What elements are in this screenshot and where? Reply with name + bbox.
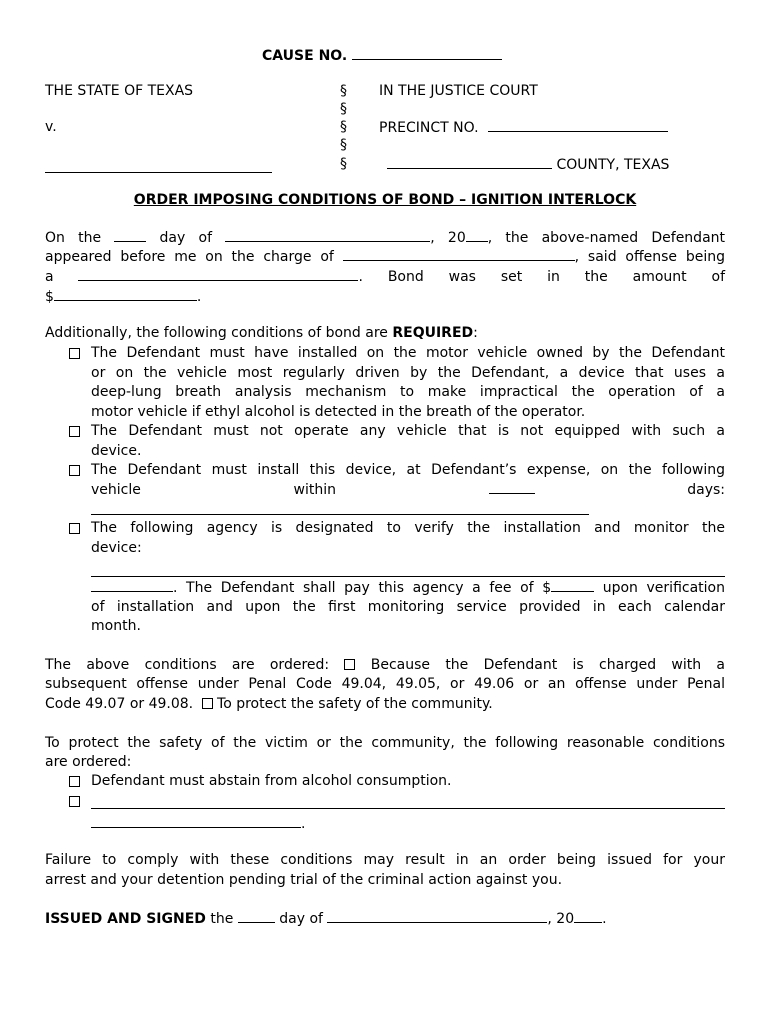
section-mark: §: [340, 137, 347, 153]
signed-month-blank[interactable]: [327, 909, 547, 923]
issued-signed-line: [45, 909, 607, 929]
checkbox-install-vehicle[interactable]: [69, 465, 80, 476]
intro-line-3: [45, 267, 725, 286]
checkbox-installed-device[interactable]: [69, 348, 80, 359]
offense-group: [78, 269, 362, 285]
item4-line-2: device:: [91, 540, 142, 556]
intro-text: the: [78, 230, 102, 246]
failure-line-1: Failure to comply with these conditions may result in an order being issued for your: [45, 852, 725, 868]
ordered-line-3: [45, 695, 493, 714]
reasonable-line-2: are ordered:: [45, 754, 132, 770]
item4-line-5: of installation and upon the first monitoring service provided in each calendar: [91, 599, 725, 615]
intro-text: $: [45, 289, 54, 305]
checkbox-no-other-vehicle[interactable]: [69, 426, 80, 437]
ordered-text: Code 49.07 or 49.08.: [45, 696, 194, 712]
precinct-blank[interactable]: [488, 118, 668, 132]
item4-line-6: month.: [91, 618, 141, 634]
day-blank[interactable]: [114, 228, 146, 242]
intro-line-2: [45, 247, 725, 266]
intro-line-1: [45, 228, 725, 247]
section-mark: §: [340, 83, 347, 99]
issued-text: day of: [274, 911, 328, 927]
order-title: ORDER IMPOSING CONDITIONS OF BOND – IGNITION INTERLOCK: [133, 192, 637, 208]
bond-amount-blank[interactable]: [54, 287, 197, 301]
ordered-line-1: [45, 656, 725, 675]
failure-line-2: arrest and your detention pending trial of the criminal action against you.: [45, 872, 563, 888]
item4-text: . The Defendant shall pay this agency a fee of $: [173, 580, 552, 596]
county-label: COUNTY, TEXAS: [556, 157, 670, 173]
signed-year-blank[interactable]: [574, 909, 602, 923]
item3-text: within: [293, 482, 336, 498]
item3-text: vehicle: [91, 482, 141, 498]
precinct-label: PRECINCT NO.: [379, 120, 479, 136]
month-blank[interactable]: [225, 228, 430, 242]
intro-text: a: [45, 269, 54, 285]
checkbox-monitoring-agency[interactable]: [69, 523, 80, 534]
item3-text: days:: [687, 482, 726, 498]
section-mark: §: [340, 119, 347, 135]
state-party: THE STATE OF TEXAS: [45, 83, 194, 99]
agency-name-blank[interactable]: [91, 576, 725, 577]
issued-text: , 20: [547, 911, 575, 927]
section-mark: §: [340, 156, 347, 172]
vehicle-description-blank[interactable]: [91, 514, 589, 515]
court-name: IN THE JUSTICE COURT: [379, 83, 538, 99]
item1-line: deep-lung breath analysis mechanism to make impractical the operation of a: [91, 384, 725, 400]
abstain-alcohol-text: Defendant must abstain from alcohol consumption.: [91, 773, 452, 789]
ordered-line-2: subsequent offense under Penal Code 49.04, 49.05, or 49.06 or an offense under Penal: [45, 676, 725, 692]
required-text: Additionally, the following conditions of bond are: [45, 325, 393, 341]
item4-line-1: The following agency is designated to verify the installation and monitor the: [91, 520, 725, 536]
checkbox-community-safety[interactable]: [202, 698, 213, 709]
year-blank[interactable]: [466, 228, 488, 242]
required-text: :: [473, 325, 478, 341]
charge-group: [343, 249, 725, 265]
intro-line-4: [45, 287, 201, 307]
checkbox-other-condition[interactable]: [69, 796, 80, 807]
item4-text: upon verification: [602, 580, 725, 596]
item1-line: motor vehicle if ethyl alcohol is detected in the breath of the operator.: [91, 404, 586, 420]
agency-name-blank-end[interactable]: [91, 578, 173, 592]
offense-class-blank[interactable]: [78, 267, 358, 281]
reasonable-line-1: To protect the safety of the victim or the community, the following reasonable conditions: [45, 735, 725, 751]
ordered-text: The above conditions are ordered:: [45, 657, 330, 673]
intro-text: day: [159, 230, 186, 246]
checkbox-abstain-alcohol[interactable]: [69, 776, 80, 787]
fee-group: [91, 580, 594, 596]
item1-line: or on the vehicle most regularly driven by the Defendant, a device that uses a: [91, 365, 725, 381]
cause-number-blank[interactable]: [352, 46, 502, 60]
intro-text: appeared before me on the charge of: [45, 249, 334, 265]
county-blank[interactable]: [387, 155, 552, 169]
item3-line-2: [91, 480, 725, 499]
intro-text: , said offense being: [574, 249, 725, 265]
intro-text: , 20: [430, 230, 466, 246]
month-year-group: [225, 230, 725, 246]
cause-number-line: [262, 46, 502, 66]
charge-blank[interactable]: [343, 247, 575, 261]
cause-number-label: CAUSE NO.: [262, 48, 348, 64]
ordered-text: To protect the safety of the community.: [217, 696, 493, 712]
intro-text: Bond was set in the amount of: [387, 269, 726, 285]
signed-day-blank[interactable]: [238, 909, 275, 923]
issued-text: .: [602, 911, 607, 927]
other-condition-blank[interactable]: [91, 808, 725, 809]
precinct-line: [379, 118, 668, 138]
item2-line: device.: [91, 443, 142, 459]
other-condition-blank-end[interactable]: [91, 814, 301, 828]
intro-text: of: [198, 230, 213, 246]
intro-text: , the above-named Defendant: [487, 230, 726, 246]
intro-text: .: [358, 269, 363, 285]
checkbox-subsequent-offense[interactable]: [344, 659, 355, 670]
required-lead: [45, 324, 478, 343]
item2-line: The Defendant must not operate any vehicle that is not equipped with such a: [91, 423, 725, 439]
install-days-blank[interactable]: [489, 480, 535, 494]
issued-bold-text: ISSUED AND SIGNED: [45, 911, 206, 927]
defendant-name-blank[interactable]: [45, 172, 272, 173]
ordered-text: Because the Defendant is charged with a: [370, 657, 725, 673]
other-condition-line-2: [91, 814, 305, 834]
issued-text: the: [205, 911, 238, 927]
fee-amount-blank[interactable]: [551, 578, 594, 592]
intro-text: .: [196, 289, 202, 305]
reasonable-text: .: [301, 816, 306, 832]
required-bold-text: REQUIRED: [392, 325, 474, 341]
county-line: [387, 155, 669, 175]
section-mark: §: [340, 101, 347, 117]
item4-line-4: [91, 578, 725, 597]
intro-text: On: [45, 230, 65, 246]
item1-line: The Defendant must have installed on the motor vehicle owned by the Defendant: [91, 345, 725, 361]
item3-line-1: The Defendant must install this device, at Defendant’s expense, on the following: [91, 462, 725, 478]
versus-label: v.: [45, 119, 57, 135]
